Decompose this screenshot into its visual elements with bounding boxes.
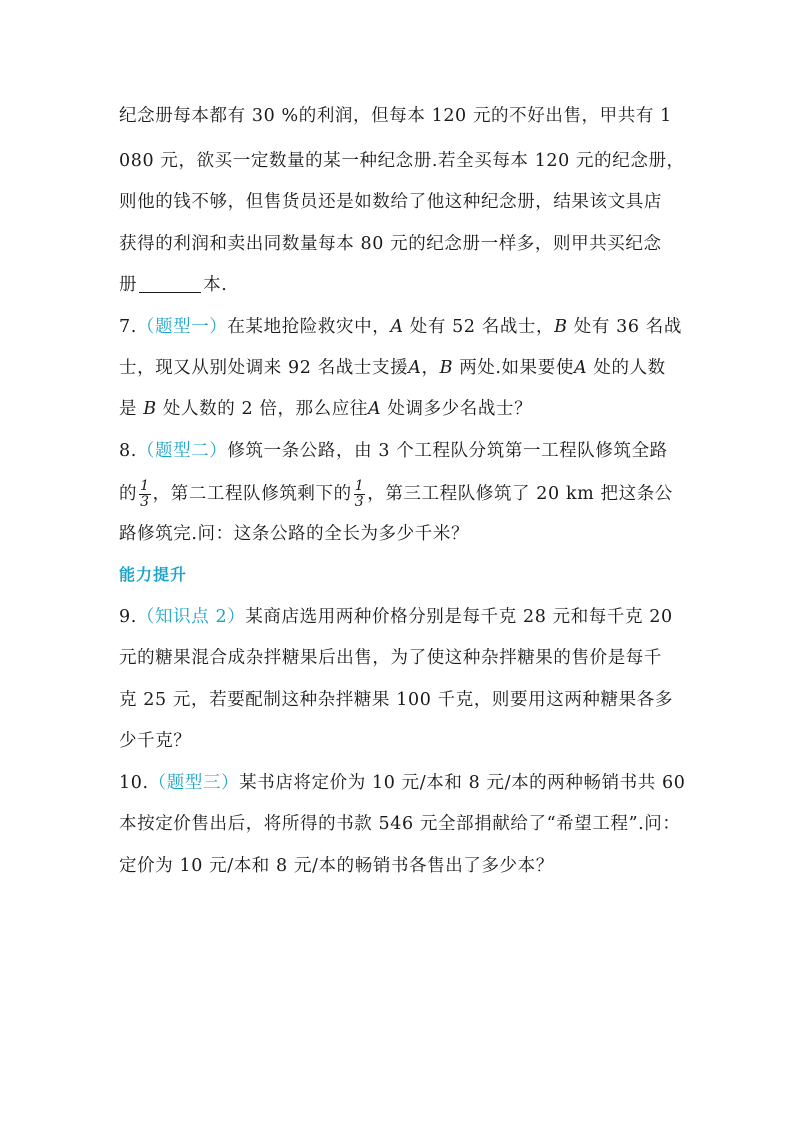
- p6-line-2: 080 元，欲买一定数量的某一种纪念册.若全买每本 120 元的纪念册，: [119, 151, 685, 171]
- q8-text: 的: [119, 484, 138, 504]
- q7-text: ，: [421, 358, 440, 378]
- q8-line-1: [119, 436, 668, 466]
- fraction-numerator: 1: [354, 478, 365, 494]
- q10-line-1: [119, 768, 686, 798]
- q9-number: 9.: [119, 607, 137, 627]
- q7-tag: （题型一）: [136, 317, 228, 337]
- q9-tag: （知识点 2）: [136, 607, 246, 627]
- p6-last-post: 本.: [203, 275, 228, 295]
- q10-line-3: 定价为 10 元/本和 8 元/本的畅销书各售出了多少本？: [119, 856, 554, 876]
- q7-line-3: [119, 394, 532, 424]
- p6-line-1: 纪念册每本都有 30 %的利润，但每本 120 元的不好出售，甲共有 1: [119, 106, 672, 126]
- p6-line-5: [119, 270, 227, 300]
- p6-line-4: 获得的利润和卖出同数量每本 80 元的纪念册一样多，则甲共买纪念: [119, 234, 662, 254]
- q7-text: 处有 36 名战: [567, 317, 682, 337]
- p6-last-pre: 册: [119, 275, 138, 295]
- q8-tag: （题型二）: [136, 441, 228, 461]
- q7-text: 处人数的 2 倍，那么应往: [156, 399, 368, 419]
- q7-text: 处的人数: [587, 358, 666, 378]
- q10-text: 某书店将定价为 10 元/本和 8 元/本的两种畅销书共 60: [239, 773, 686, 793]
- q9-line-4: 少千克？: [119, 731, 192, 751]
- var-b: B: [439, 358, 454, 378]
- q7-text: 处有 52 名战士，: [403, 317, 555, 337]
- var-a: A: [408, 358, 422, 378]
- q8-line-3: 路修筑完.问：这条公路的全长为多少千米？: [119, 524, 470, 544]
- q8-number: 8.: [119, 441, 137, 461]
- q10-line-2: 本按定价售出后，将所得的书款 546 元全部捐献给了“希望工程”.问：: [119, 814, 681, 834]
- var-a: A: [367, 399, 382, 419]
- q10-number: 10.: [119, 773, 149, 793]
- q9-line-1: [119, 602, 673, 632]
- q7-text: 两处.如果要使: [453, 358, 574, 378]
- p6-line-3: 则他的钱不够，但售货员还是如数给了他这种纪念册，结果该文具店: [119, 192, 662, 212]
- section-heading: 能力提升: [119, 565, 188, 584]
- q10-tag: （题型三）: [148, 773, 240, 793]
- q7-text: 在某地抢险救灾中，: [227, 317, 391, 337]
- q8-line-2: [119, 476, 673, 512]
- answer-blank: [139, 274, 201, 293]
- q9-line-2: 元的糖果混合成杂拌糖果后出售，为了使这种杂拌糖果的售价是每千: [119, 648, 662, 668]
- fraction-denominator: 3: [354, 494, 365, 510]
- q7-text: 士，现又从别处调来 92 名战士支援: [119, 358, 409, 378]
- q7-text: 是: [119, 399, 144, 419]
- q7-number: 7.: [119, 317, 137, 337]
- q7-line-1: [119, 312, 682, 342]
- fraction-numerator: 1: [140, 478, 150, 494]
- fraction-one-third: [139, 479, 151, 510]
- fraction-denominator: 3: [140, 494, 150, 510]
- fraction-one-third: [354, 479, 366, 510]
- q9-text: 某商店选用两种价格分别是每千克 28 元和每千克 20: [245, 607, 673, 627]
- var-a: A: [573, 358, 588, 378]
- var-a: A: [390, 317, 404, 337]
- var-b: B: [143, 399, 157, 419]
- q9-line-3: 克 25 元，若要配制这种杂拌糖果 100 千克，则要用这两种糖果各多: [119, 690, 673, 710]
- q7-line-2: [119, 353, 666, 383]
- q8-text: ，第二工程队修筑剩下的: [152, 484, 352, 504]
- var-b: B: [554, 317, 568, 337]
- q8-text: 修筑一条公路，由 3 个工程队分筑第一工程队修筑全路: [227, 441, 668, 461]
- q7-text: 处调多少名战士？: [381, 399, 533, 419]
- q8-text: ，第三工程队修筑了 20 km 把这条公: [367, 484, 673, 504]
